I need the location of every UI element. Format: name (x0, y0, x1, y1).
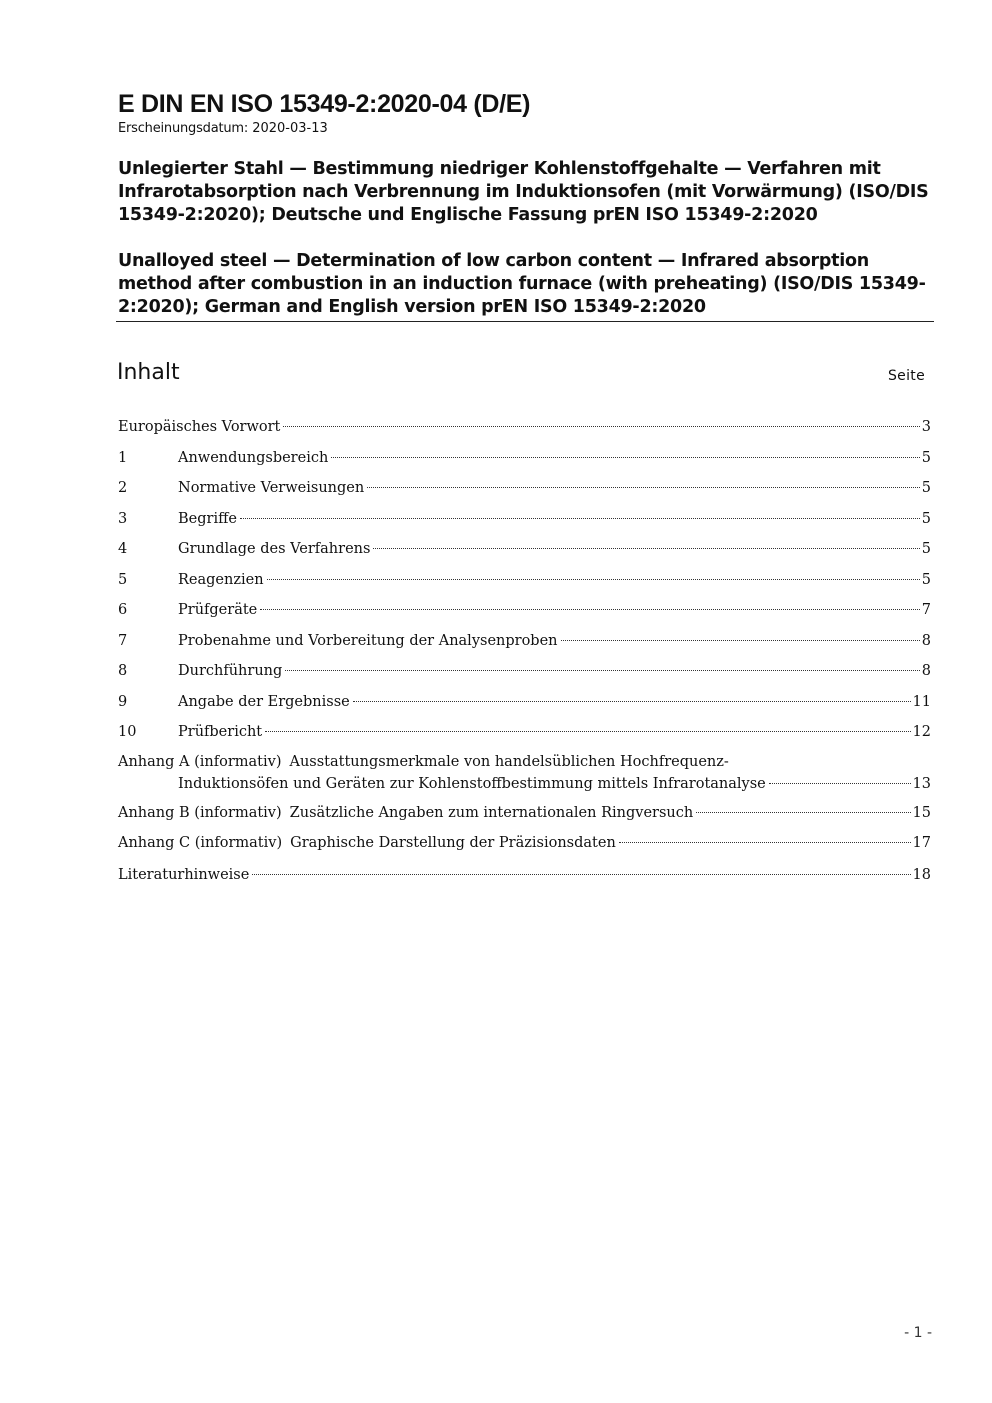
title-english: Unalloyed steel — Determination of low carbon content — Infrared absorption method after combustion in an induction furnace (with preheating) (ISO/DIS 15349-2:2020); German and English version prEN ISO 15349-2:2020 (118, 251, 926, 317)
toc-entry-title: Anwendungsbereich (178, 449, 329, 466)
toc-leader-dots (265, 731, 910, 732)
toc-entry-number: 6 (118, 602, 128, 618)
toc-annex-label: Anhang A (informativ) (118, 753, 282, 770)
toc-entry-3[interactable] (118, 507, 931, 538)
toc-leader-dots (769, 783, 911, 784)
toc-page-column-label: Seite (888, 368, 925, 384)
toc-entry-title: Europäisches Vorwort (118, 419, 281, 435)
toc-entry-number: 3 (118, 510, 128, 527)
toc-entry-6[interactable] (118, 598, 931, 629)
page-number: - 1 - (904, 1325, 932, 1341)
toc-leader-dots (353, 701, 911, 702)
toc-leader-dots (240, 518, 920, 519)
toc-entry-title: Graphische Darstellung der Präzisionsdaten (290, 835, 616, 851)
toc-entry-foreword[interactable] (118, 415, 931, 446)
title-german: Unlegierter Stahl — Bestimmung niedriger Kohlenstoffgehalte — Verfahren mit Infrarotabsorption nach Verbrennung im Induktionsofen (mit Vorwärmung) (ISO/DIS 15349-2:2020); Deutsche und Englische Fassung prEN ISO 15349-2:2020 (118, 159, 929, 225)
toc-entry-page: 15 (912, 804, 931, 821)
toc-entry-title: Begriffe (178, 510, 237, 527)
toc-leader-dots (619, 842, 911, 843)
toc-entry-number: 5 (118, 571, 128, 588)
toc-entry-title: Probenahme und Vorbereitung der Analysenproben (178, 632, 558, 649)
toc-leader-dots (252, 874, 910, 875)
toc-entry-page: 18 (912, 866, 931, 883)
toc-entry-10[interactable] (118, 720, 931, 751)
toc-entry-2[interactable] (118, 476, 931, 507)
publication-date-label: Erscheinungsdatum: (118, 121, 249, 136)
toc-entry-1[interactable] (118, 446, 931, 477)
toc-leader-dots (561, 640, 920, 641)
toc-leader-dots (285, 670, 919, 671)
document-id: E DIN EN ISO 15349-2:2020-04 (D/E) (118, 90, 531, 118)
toc-entry-page: 5 (921, 571, 931, 588)
toc-entry-annex-b[interactable] (118, 802, 931, 833)
toc-leader-dots (260, 609, 920, 610)
toc-entry-title: Prüfbericht (178, 724, 263, 740)
toc-entry-title: Zusätzliche Angaben zum internationalen Ringversuch (289, 804, 694, 821)
publication-date: 2020-03-13 (252, 121, 328, 136)
toc-entry-number: 10 (118, 724, 137, 740)
toc-annex-label: Anhang B (informativ) (118, 804, 282, 821)
toc-entry-number: 9 (118, 693, 128, 710)
toc-entry-page: 5 (921, 480, 931, 496)
toc-leader-dots (283, 426, 919, 427)
toc-entry-title: Prüfgeräte (178, 602, 258, 618)
toc-entry-annex-c[interactable] (118, 832, 931, 863)
toc-entry-number: 7 (118, 632, 128, 649)
toc-entry-8[interactable] (118, 659, 931, 690)
toc-entry-page: 17 (912, 835, 931, 851)
toc-entry-bibliography[interactable] (118, 863, 931, 894)
toc-annex-label: Anhang C (informativ) (118, 835, 283, 851)
toc-entry-title: Literaturhinweise (118, 866, 250, 883)
toc-entry-page: 11 (912, 693, 931, 710)
toc-entry-page: 5 (921, 541, 931, 557)
toc-heading: Inhalt (117, 360, 180, 385)
toc-entry-number: 4 (118, 541, 128, 557)
toc-entry-page: 12 (912, 724, 931, 740)
toc-entry-page: 8 (921, 663, 931, 679)
toc-leader-dots (696, 812, 910, 813)
toc-entry-page: 8 (921, 632, 931, 649)
toc-entry-number: 1 (118, 449, 128, 466)
toc-entry-number: 2 (118, 480, 128, 496)
toc-entry-annex-a[interactable] (118, 751, 931, 802)
toc-entry-page: 7 (921, 602, 931, 618)
toc-entry-title: Angabe der Ergebnisse (178, 693, 350, 710)
toc-leader-dots (367, 487, 920, 488)
publication-date-line (118, 121, 328, 136)
toc-entry-page: 13 (912, 775, 931, 792)
toc-entry-4[interactable] (118, 537, 931, 568)
toc-entry-title: Durchführung (178, 663, 283, 679)
toc-entry-page: 5 (921, 510, 931, 527)
toc-entry-title: Normative Verweisungen (178, 480, 365, 496)
toc-entry-7[interactable] (118, 629, 931, 660)
toc-entry-9[interactable] (118, 690, 931, 721)
table-of-contents (118, 415, 931, 893)
toc-entry-title: Reagenzien (178, 571, 264, 588)
toc-leader-dots (373, 548, 919, 549)
toc-entry-page: 5 (921, 449, 931, 466)
toc-entry-page: 3 (921, 419, 931, 435)
toc-entry-title: Grundlage des Verfahrens (178, 541, 371, 557)
toc-leader-dots (331, 457, 919, 458)
toc-entry-title: Ausstattungsmerkmale von handelsüblichen Hochfrequenz- (289, 753, 729, 770)
title-english-block (116, 250, 934, 322)
toc-entry-5[interactable] (118, 568, 931, 599)
toc-entry-number: 8 (118, 663, 128, 679)
toc-entry-title-continued: Induktionsöfen und Geräten zur Kohlenstoffbestimmung mittels Infrarotanalyse (178, 775, 766, 792)
toc-leader-dots (267, 579, 920, 580)
